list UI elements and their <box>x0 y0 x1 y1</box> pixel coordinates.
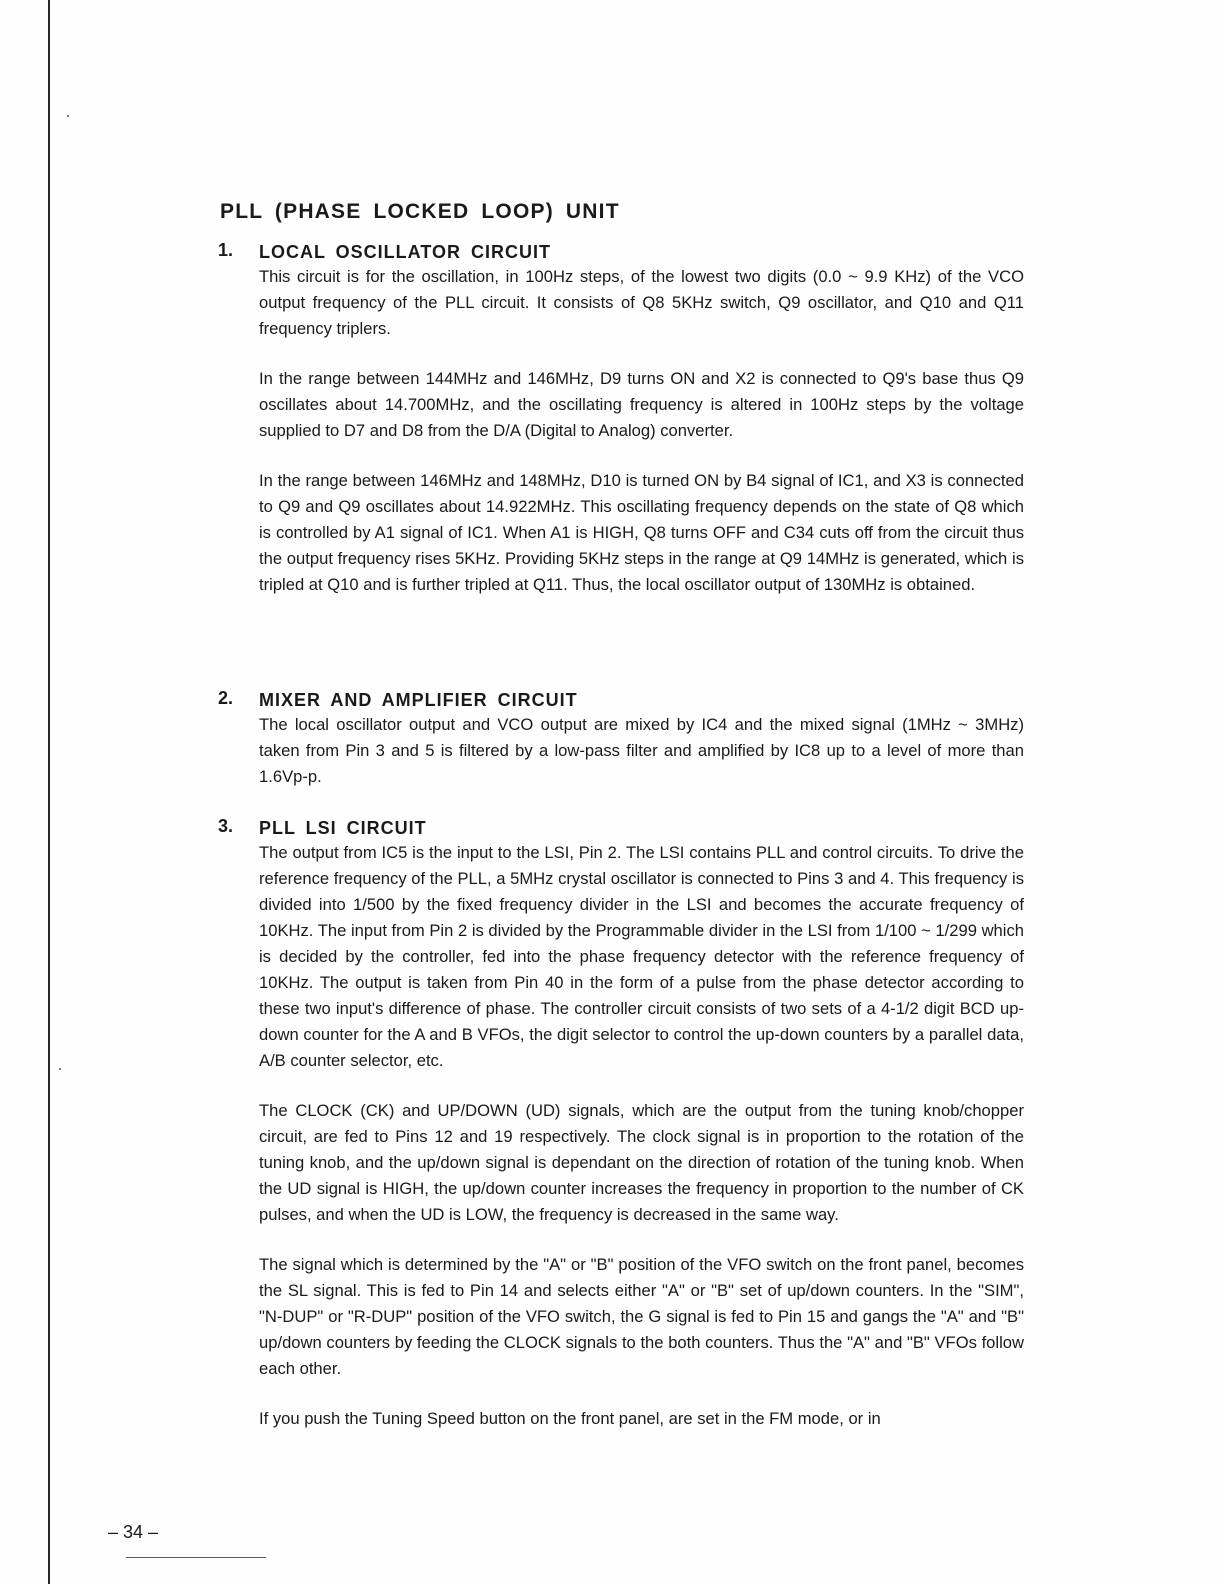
section-heading: PLL LSI CIRCUIT <box>259 818 427 838</box>
page-number: – 34 – <box>108 1522 159 1542</box>
section-paragraph: The CLOCK (CK) and UP/DOWN (UD) signals, which are the output from the tuning knob/chopper circuit, are fed to Pins 12 and 19 respectively. The clock signal is in proportion to the rotation of the tuning knob, and the up/down signal is dependant on the direction of rotation of the tuning knob. When the UD signal is HIGH, the up/down counter increases the frequency in proportion to the number of CK pulses, and when the UD is LOW, the frequency is decreased in the same way. <box>259 1101 1024 1224</box>
page-title: PLL (PHASE LOCKED LOOP) UNIT <box>220 200 620 223</box>
section-paragraph: In the range between 144MHz and 146MHz, D9 turns ON and X2 is connected to Q9's base thus Q9 oscillates about 14.700MHz, and the oscillating frequency is altered in 100Hz steps by the voltage supplied to D7 and D8 from the D/A (Digital to Analog) converter. <box>259 369 1024 440</box>
section-local-oscillator <box>218 240 1024 598</box>
section-paragraph: If you push the Tuning Speed button on the front panel, are set in the FM mode, or in <box>259 1409 881 1428</box>
page-binding-line <box>48 0 50 1584</box>
section-pll-lsi <box>218 816 1024 1432</box>
section-number: 1. <box>218 240 234 260</box>
section-paragraph: This circuit is for the oscillation, in 100Hz steps, of the lowest two digits (0.0 ~ 9.9 KHz) of the VCO output frequency of the PLL circuit. It consists of Q8 5KHz switch, Q9 oscillator, and Q10 and Q11 frequency triplers. <box>259 267 1024 338</box>
section-paragraph: In the range between 146MHz and 148MHz, D10 is turned ON by B4 signal of IC1, and X3 is connected to Q9 and Q9 oscillates about 14.922MHz. This oscillating frequency depends on the state of Q8 which is controlled by A1 signal of IC1. When A1 is HIGH, Q8 turns OFF and C34 cuts off from the circuit thus the output frequency rises 5KHz. Providing 5KHz steps in the range at Q9 14MHz is generated, which is tripled at Q10 and is further tripled at Q11. Thus, the local oscillator output of 130MHz is obtained. <box>259 471 1024 594</box>
section-paragraph: The signal which is determined by the "A" or "B" position of the VFO switch on the front panel, becomes the SL signal. This is fed to Pin 14 and selects either "A" or "B" set of up/down counters. In the "SIM", "N-DUP" or "R-DUP" position of the VFO switch, the G signal is fed to Pin 15 and gangs the "A" and "B" up/down counters by feeding the CLOCK signals to the both counters. Thus the "A" and "B" VFOs follow each other. <box>259 1255 1024 1378</box>
scan-speck <box>59 1068 61 1070</box>
footer-rule <box>126 1557 266 1558</box>
section-paragraph: The local oscillator output and VCO output are mixed by IC4 and the mixed signal (1MHz ~ 3MHz) taken from Pin 3 and 5 is filtered by a low-pass filter and amplified by IC8 up to a level of more than 1.6Vp-p. <box>259 715 1024 786</box>
section-mixer-amplifier <box>218 688 1024 790</box>
section-heading: LOCAL OSCILLATOR CIRCUIT <box>259 242 551 262</box>
section-number: 3. <box>218 816 234 836</box>
section-number: 2. <box>218 688 234 708</box>
scan-speck <box>67 115 69 117</box>
section-heading: MIXER AND AMPLIFIER CIRCUIT <box>259 690 578 710</box>
section-paragraph: The output from IC5 is the input to the LSI, Pin 2. The LSI contains PLL and control circuits. To drive the reference frequency of the PLL, a 5MHz crystal oscillator is connected to Pins 3 and 4. This frequency is divided into 1/500 by the fixed frequency divider in the LSI and becomes the accurate frequency of 10KHz. The input from Pin 2 is divided by the Programmable divider in the LSI from 1/100 ~ 1/299 which is decided by the controller, fed into the phase frequency detector with the reference frequency of 10KHz. The output is taken from Pin 40 in the form of a pulse from the phase detector according to these two input's difference of phase. The controller circuit consists of two sets of a 4-1/2 digit BCD up-down counter for the A and B VFOs, the digit selector to control the up-down counters by a parallel data, A/B counter selector, etc. <box>259 843 1024 1070</box>
